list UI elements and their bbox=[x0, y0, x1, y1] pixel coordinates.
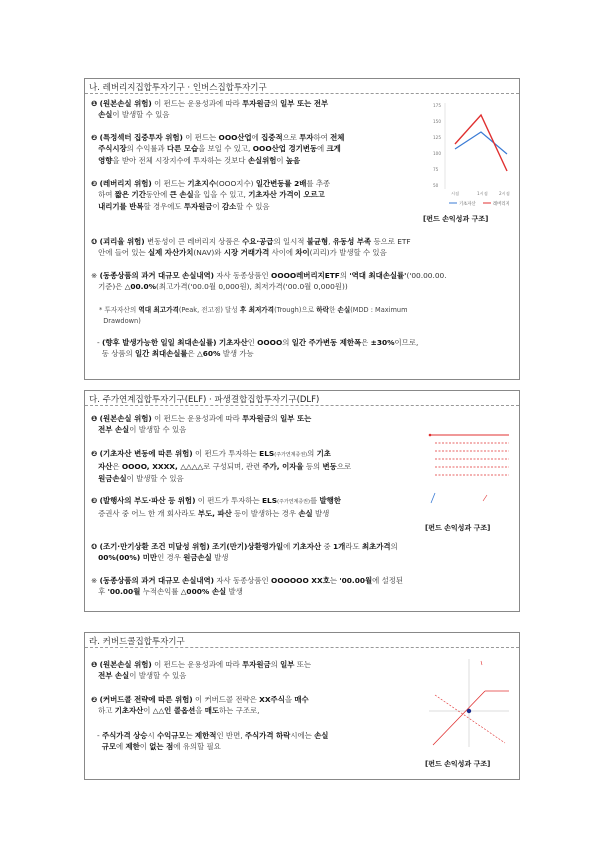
item-bold: 발행한 bbox=[319, 496, 341, 505]
note-bold: 후 최저가격 bbox=[239, 306, 275, 314]
past-loss-note bbox=[91, 270, 511, 293]
item-bold: 최초가격 bbox=[361, 542, 391, 551]
item-bold: 주식가격 하락 bbox=[244, 731, 291, 740]
bullet-1: ❶ bbox=[91, 414, 98, 423]
item-bold: 불균형 bbox=[306, 237, 329, 246]
item-text: 사이에 bbox=[269, 248, 296, 258]
divider bbox=[85, 93, 519, 94]
item-text: 이 펀드는 운용성과에 따라 bbox=[151, 414, 243, 423]
item-text: 이 펀드는 bbox=[182, 133, 219, 142]
item-text: 이 발생할 수 있음 bbox=[126, 473, 184, 483]
item-text: 으로 bbox=[282, 133, 300, 142]
item-text: 자사 동종상품인 bbox=[214, 271, 272, 280]
item-text: 이 발생할 수 있음 bbox=[129, 425, 187, 435]
item-bold: 매수 bbox=[294, 695, 309, 704]
risk-item-principal-loss bbox=[91, 413, 416, 436]
item-small: (주가연계증권) bbox=[277, 499, 310, 505]
item-bold: 전부 손실 bbox=[98, 671, 130, 681]
item-text: 동안에 bbox=[145, 190, 170, 200]
item-heading: (괴리율 위험) bbox=[99, 237, 145, 246]
item-text: 누적손익률 bbox=[140, 587, 181, 597]
risk-item-principal-loss bbox=[91, 98, 431, 121]
legend-underlying: 기초자산 bbox=[459, 202, 476, 207]
item-text: 증권사 중 어느 한 개 회사라도 bbox=[98, 509, 198, 519]
item-bold: 조기(만기)상환평가일 bbox=[212, 542, 284, 551]
risk-item-principal-loss bbox=[91, 659, 416, 682]
item-text: 인 반면, bbox=[216, 731, 245, 740]
item-bold: ±30% bbox=[370, 338, 395, 347]
item-text: 의 bbox=[339, 271, 350, 280]
y-tick: 75 bbox=[433, 167, 439, 172]
item-text: 할 수 있음 bbox=[236, 201, 270, 211]
item-heading: (커버드콜 전략에 따른 위험) bbox=[99, 695, 193, 704]
item-bold: OOOO, XXXX, △△△△ bbox=[121, 462, 204, 472]
item-text: 발생 bbox=[211, 553, 229, 563]
item-bold: 제한 bbox=[125, 742, 140, 752]
item-text: 을 bbox=[195, 706, 205, 716]
x-tick: 1시점 bbox=[477, 191, 488, 196]
item-bold: 손실 bbox=[314, 731, 329, 740]
item-bold: 1개 bbox=[333, 542, 346, 551]
bullet-1: ❶ bbox=[91, 99, 98, 108]
item-heading: (특정섹터 집중투자 위험) bbox=[99, 133, 183, 142]
els-payoff-chart bbox=[425, 413, 513, 513]
item-text: 또는 bbox=[294, 660, 312, 669]
item-text: 을 받아 전체 시장지수에 투자하는 것보다 bbox=[112, 155, 248, 165]
item-text: 시에는 bbox=[290, 731, 315, 740]
item-text: , bbox=[328, 237, 333, 246]
item-bold: 제한적 bbox=[195, 731, 217, 740]
item-bold: 일부 또는 전부 bbox=[280, 99, 329, 108]
note-text: 한 bbox=[329, 306, 338, 314]
item-heading: (발행사의 부도·파산 등 위험) bbox=[99, 496, 196, 505]
item-text: 후 bbox=[98, 587, 108, 597]
item-text: 의 bbox=[282, 338, 292, 347]
item-text: 에 bbox=[283, 542, 293, 551]
item-bold: 손실 bbox=[98, 110, 113, 120]
past-loss-note bbox=[91, 575, 513, 598]
series-leverage bbox=[455, 115, 507, 171]
risk-item-issuer-default bbox=[91, 495, 416, 520]
note-text: (Peak, 전고점) 달성 bbox=[178, 306, 240, 314]
item-bold: 실제 자산가치 bbox=[147, 248, 194, 258]
item-bold: ELS bbox=[261, 496, 278, 505]
note-text: * 투자자산의 bbox=[99, 306, 139, 314]
y-tick: 150 bbox=[433, 119, 441, 124]
x-tick: 시점 bbox=[451, 191, 460, 196]
bullet-4: ❹ bbox=[91, 237, 98, 246]
item-bold: △000% 손실 bbox=[180, 587, 227, 597]
item-heading: (향후 발생가능한 일일 최대손실률) bbox=[102, 338, 217, 347]
item-heading: (동종상품의 과거 대규모 손실내역) bbox=[99, 271, 214, 280]
item-text: 은 bbox=[187, 349, 198, 359]
item-bold: 투자원금 bbox=[242, 660, 271, 669]
bullet-4: ❹ bbox=[91, 542, 98, 551]
item-bold: 집중적 bbox=[261, 133, 283, 142]
figure-caption: [펀드 손익성과 구조] bbox=[425, 760, 491, 768]
item-bold: 높음 bbox=[285, 155, 301, 165]
item-bold: 일간 최대손실률 bbox=[134, 349, 188, 359]
item-bold: 일간 주가변동 제한폭 bbox=[291, 338, 362, 347]
note-mark: ※ bbox=[91, 576, 98, 585]
item-text: 등의 bbox=[303, 462, 323, 472]
item-bold: 영향 bbox=[98, 155, 113, 165]
divider bbox=[85, 647, 519, 648]
item-bold: 차이 bbox=[295, 248, 310, 258]
legend-leverage: 레버리지 bbox=[493, 202, 510, 207]
item-text: 을 bbox=[284, 695, 295, 704]
item-text: 이 bbox=[139, 742, 150, 752]
item-text: 동 상품의 bbox=[101, 349, 135, 359]
item-text: 이 펀드는 운용성과에 따라 bbox=[151, 660, 243, 669]
item-bold: 다른 모습 bbox=[167, 144, 199, 154]
item-text: 이 bbox=[143, 706, 153, 716]
item-bold: 주식가격 상승 bbox=[102, 731, 148, 740]
item-bold: 부도, 파산 bbox=[197, 509, 232, 519]
note-text: (Trough)으로 bbox=[274, 306, 317, 314]
item-bold: 큰 손실 bbox=[169, 190, 194, 200]
item-bold: 투자 bbox=[299, 133, 314, 142]
item-text: 에 유의할 필요 bbox=[173, 742, 221, 752]
note-text: Drawdown) bbox=[103, 317, 141, 325]
item-bold: 수익규모 bbox=[156, 731, 186, 740]
section-title-text: 라. 커버드콜집합투자기구 bbox=[89, 637, 185, 647]
item-heading: (레버리지 위험) bbox=[99, 179, 152, 188]
item-text: 이 커버드콜 전략은 bbox=[192, 695, 260, 704]
item-bold: 투자원금 bbox=[242, 99, 271, 108]
item-bold: 수요·공급 bbox=[242, 237, 274, 246]
item-text: 안에 들어 있는 bbox=[98, 248, 148, 258]
item-text: 를 bbox=[309, 496, 320, 505]
item-bold: ELS bbox=[259, 449, 275, 458]
item-text: 는 bbox=[329, 576, 340, 585]
leverage-chart bbox=[433, 99, 515, 211]
item-bold: 내리기를 반복 bbox=[98, 201, 144, 211]
item-bold: OOO산업 경기변동 bbox=[252, 144, 318, 154]
item-text: 에 bbox=[251, 133, 262, 142]
y-tick: 50 bbox=[433, 183, 439, 188]
item-bold: 크게 bbox=[326, 144, 341, 154]
section-leverage-inverse bbox=[84, 78, 520, 380]
item-bold: 감소 bbox=[221, 201, 237, 211]
note-bold: 하락 bbox=[316, 306, 329, 314]
y-tick: 125 bbox=[433, 135, 441, 140]
item-heading: (기초자산 변동에 따른 위험) bbox=[99, 449, 193, 458]
item-text: 이 펀드는 운용성과에 따라 bbox=[151, 99, 243, 108]
note-bold: 손실 bbox=[337, 306, 351, 314]
item-text: 에 bbox=[115, 742, 126, 752]
item-text: 의 bbox=[307, 449, 317, 458]
item-bold: △△인 콜옵션 bbox=[152, 706, 196, 716]
item-text: 이 펀드가 투자하는 bbox=[195, 496, 262, 505]
item-text: 에 bbox=[317, 144, 327, 154]
item-bold: 전부 손실 bbox=[98, 425, 130, 435]
item-bold: 기초자산 bbox=[216, 338, 248, 347]
item-bold: 짧은 기간 bbox=[114, 190, 146, 200]
item-text: 할 경우에도 bbox=[143, 201, 184, 211]
item-bold: 기초자산 bbox=[114, 706, 144, 716]
daily-max-loss-note bbox=[97, 337, 515, 360]
item-bold: 00%(00%) 미만 bbox=[98, 553, 158, 563]
divider bbox=[85, 405, 519, 406]
item-text: (최고가격('00.0월 0,000원), 최저가격('00.0월 0,000원)) bbox=[156, 282, 348, 292]
item-bold: 유동성 부족 bbox=[332, 237, 372, 246]
item-bold: 원금손실 bbox=[183, 553, 212, 563]
item-bold: 기초자산 bbox=[292, 542, 322, 551]
item-bold: 투자원금 bbox=[242, 414, 271, 423]
item-bold: △00.0% bbox=[124, 282, 157, 292]
bullet-3: ❸ bbox=[91, 496, 98, 505]
item-text: 등이 발생하는 경우 bbox=[231, 509, 299, 519]
item-bold: 없는 점 bbox=[149, 742, 174, 752]
item-text: 에 설정된 bbox=[372, 576, 404, 585]
item-bold: 일부 또는 bbox=[280, 414, 312, 423]
section-title-text: 나. 레버리지집합투자기구 · 인버스집합투자기구 bbox=[89, 83, 267, 93]
item-bold: △60% bbox=[197, 349, 221, 359]
item-bold: 전체 bbox=[330, 133, 345, 142]
item-text: 이 펀드는 bbox=[151, 179, 188, 188]
item-text: 는 bbox=[185, 731, 196, 740]
item-text: 을 보일 수 있고, bbox=[198, 144, 253, 154]
item-heading: (원본손실 위험) bbox=[99, 99, 152, 108]
item-bold: 일부 bbox=[280, 660, 295, 669]
bullet-2: ❷ bbox=[91, 133, 98, 142]
bullet-1: ❶ bbox=[91, 660, 98, 669]
item-bold: XX주식 bbox=[259, 695, 285, 704]
item-bold: 시장 거래가격 bbox=[223, 248, 270, 258]
risk-item-leverage bbox=[91, 178, 431, 212]
item-text: 하고 bbox=[98, 706, 115, 716]
item-bold: 기초 bbox=[316, 449, 331, 458]
item-text: 라도 bbox=[345, 542, 362, 551]
item-text: 변동성이 큰 레버리지 상품은 bbox=[144, 237, 243, 246]
risk-item-covered-call-strategy bbox=[91, 694, 416, 717]
item-bold: 손실 bbox=[298, 509, 313, 519]
item-bold: 주가, 이자율 bbox=[262, 462, 304, 472]
section-covered-call bbox=[84, 632, 520, 780]
item-text: 이 발생할 수 있음 bbox=[112, 110, 170, 120]
section-title-text: 다. 주가연계집합투자기구(ELF) · 파생결합집합투자기구(DLF) bbox=[89, 395, 320, 405]
y-tick: 175 bbox=[433, 103, 441, 108]
item-heading: (원본손실 위험) bbox=[99, 414, 152, 423]
item-text: ('00.00.00. bbox=[406, 271, 447, 280]
item-text: 발생 bbox=[312, 509, 330, 519]
item-bold: 자산 bbox=[98, 462, 113, 472]
item-bold: OOO산업 bbox=[218, 133, 252, 142]
item-text: (NAV)와 bbox=[193, 248, 224, 258]
item-text: (괴리)가 발생할 수 있음 bbox=[309, 248, 387, 258]
item-text: 인 경우 bbox=[157, 553, 184, 563]
bullet-3: ❸ bbox=[91, 179, 98, 188]
item-text: 하여 bbox=[313, 133, 331, 142]
note-bold: 역대 최고가격 bbox=[138, 306, 179, 314]
item-heading: (동종상품의 과거 대규모 손실내역) bbox=[99, 576, 214, 585]
mdd-footnote bbox=[99, 305, 509, 327]
risk-item-disparity bbox=[91, 236, 511, 259]
item-bold: OOOO bbox=[257, 338, 283, 347]
item-text: 등으로 ETF bbox=[371, 237, 411, 246]
note-mark: ※ bbox=[91, 271, 98, 280]
item-text: 시 bbox=[147, 731, 157, 740]
item-text: 중 bbox=[321, 542, 334, 551]
item-text: 발생 가능 bbox=[220, 349, 254, 359]
x-tick: 2시점 bbox=[499, 191, 510, 196]
covered-call-note bbox=[97, 730, 417, 753]
item-bold: '00.00월 bbox=[107, 587, 141, 597]
item-text: 이 bbox=[212, 201, 222, 211]
item-bold: 투자원금 bbox=[183, 201, 213, 211]
item-bold: OOOOOO XX호 bbox=[271, 576, 330, 585]
item-bold: '00.00월 bbox=[339, 576, 373, 585]
item-text: 인 bbox=[247, 338, 258, 347]
dash-mark: - bbox=[97, 731, 100, 740]
item-text: 의 bbox=[270, 660, 281, 669]
item-heading: (원본손실 위험) bbox=[99, 660, 152, 669]
risk-item-sector-concentration bbox=[91, 132, 431, 166]
item-text: 자사 동종상품인 bbox=[214, 576, 272, 585]
item-text: 의 수익률과 bbox=[126, 144, 168, 154]
item-bold: 주식시장 bbox=[98, 144, 127, 154]
bullet-2: ❷ bbox=[91, 449, 98, 458]
item-text: 이므로, bbox=[394, 338, 419, 347]
item-text: 이 펀드가 투자하는 bbox=[192, 449, 260, 458]
item-bold: 일간변동률 2배 bbox=[255, 179, 307, 188]
item-text: 를 추종 bbox=[306, 179, 331, 188]
item-bold: 기초지수 bbox=[187, 179, 216, 188]
risk-item-redemption-condition bbox=[91, 541, 513, 564]
item-text: 하는 구조로, bbox=[219, 706, 260, 716]
bullet-2: ❷ bbox=[91, 695, 98, 704]
item-text: (OOO지수) bbox=[215, 179, 256, 188]
item-bold: '역대 최대손실률' bbox=[349, 271, 407, 280]
section-elf-dlf bbox=[84, 390, 520, 612]
item-bold: 기초자산 가격이 오르고 bbox=[248, 190, 325, 200]
item-text: 이 발생할 수 있음 bbox=[129, 671, 187, 681]
item-text: 기준)은 bbox=[98, 282, 125, 292]
item-text: 의 bbox=[270, 99, 281, 108]
risk-item-underlying-change bbox=[91, 448, 416, 484]
covered-call-payoff-chart bbox=[425, 655, 513, 753]
item-text: 이 bbox=[276, 155, 286, 165]
y-tick: 100 bbox=[433, 151, 441, 156]
dash-mark: - bbox=[97, 338, 100, 347]
item-text: 하여 bbox=[98, 190, 115, 200]
item-bold: 변동 bbox=[322, 462, 337, 472]
item-text: 의 bbox=[270, 414, 281, 423]
item-text: 은 bbox=[112, 462, 122, 472]
item-heading: (조기·만기상환 조건 미달성 위험) bbox=[99, 542, 210, 551]
item-text: 의 bbox=[390, 542, 398, 551]
item-text: 을 입을 수 있고, bbox=[193, 190, 249, 200]
item-text: 은 bbox=[361, 338, 371, 347]
item-small: (주가연계증권) bbox=[274, 452, 308, 458]
item-bold: 규모 bbox=[101, 742, 116, 752]
item-text: 으로 bbox=[336, 462, 352, 472]
item-bold: OOOO레버리지ETF bbox=[271, 271, 340, 280]
item-bold: 매도 bbox=[204, 706, 220, 716]
item-text: 로 구성되며, 관련 bbox=[203, 462, 263, 472]
item-text: 발생 bbox=[226, 587, 243, 597]
item-bold: 손실위험 bbox=[247, 155, 277, 165]
figure-caption: [펀드 손익성과 구조] bbox=[425, 524, 491, 532]
note-text: (MDD : Maximum bbox=[350, 306, 408, 314]
item-bold: 원금손실 bbox=[98, 473, 127, 483]
figure-caption: [펀드 손익성과 구조] bbox=[423, 215, 489, 223]
item-text: 의 일시적 bbox=[273, 237, 307, 246]
